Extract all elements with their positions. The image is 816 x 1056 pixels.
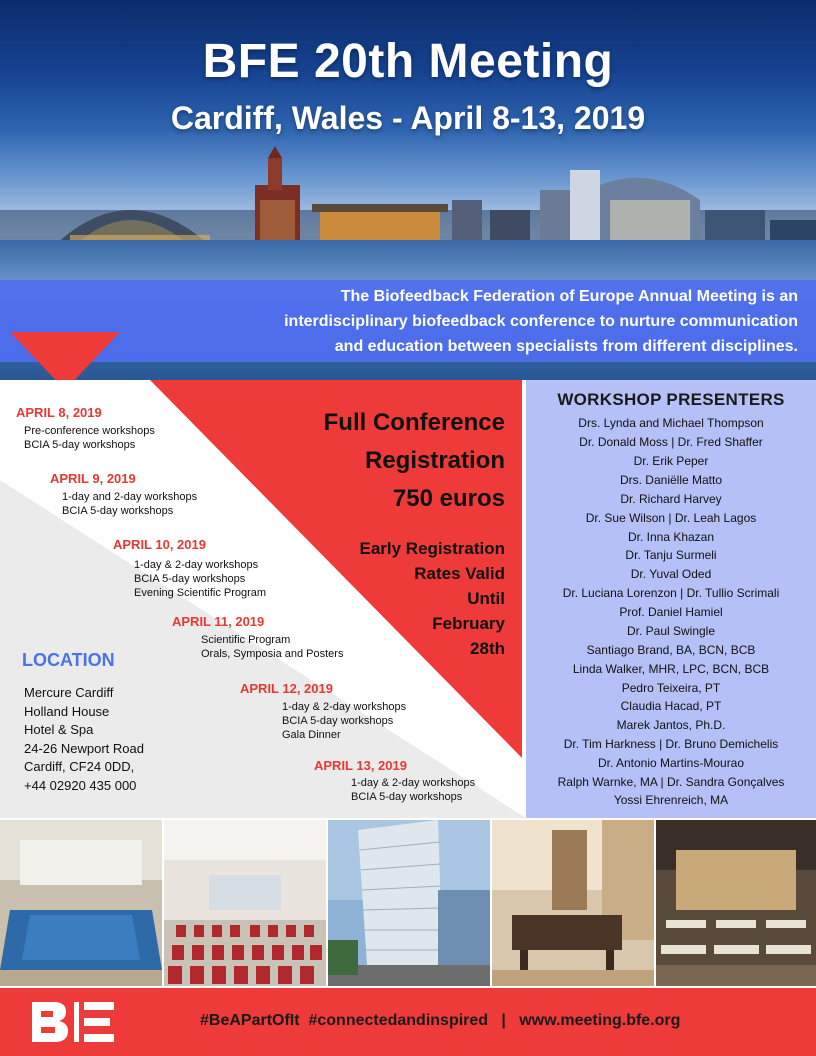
- presenter-name: Santiago Brand, BA, BCN, BCB: [586, 643, 756, 657]
- schedule-item: Scientific Program: [201, 634, 291, 646]
- schedule-item: 1-day & 2-day workshops: [351, 777, 476, 789]
- presenter-name: Drs. Daniëlle Matto: [619, 473, 723, 487]
- presenter-name: Dr. Erik Peper: [633, 454, 709, 468]
- hotel-exterior-photo: [328, 820, 490, 986]
- presenter-name: Ralph Warnke, MA | Dr. Sandra Gonçalves: [557, 775, 785, 789]
- schedule-item: Evening Scientific Program: [134, 587, 267, 599]
- footer-hashtags-link[interactable]: #BeAPartOfIt #connectedandinspired | www.meeting.bfe.org: [200, 1012, 681, 1029]
- schedule-date: APRIL 10, 2019: [113, 537, 206, 552]
- intro-line: and education between specialists from different disciplines.: [334, 338, 798, 355]
- presenter-name: Pedro Teixeira, PT: [621, 681, 721, 695]
- presenter-name: Dr. Antonio Martins-Mourao: [597, 756, 745, 770]
- early-line: Rates Valid: [414, 564, 505, 583]
- schedule-item: Gala Dinner: [282, 729, 341, 741]
- early-line: 28th: [470, 639, 505, 658]
- schedule-item: BCIA 5-day workshops: [24, 439, 136, 451]
- presenter-name: Dr. Donald Moss | Dr. Fred Shaffer: [579, 435, 763, 449]
- presenter-name: Claudia Hacad, PT: [620, 699, 722, 713]
- registration-line: Full Conference: [323, 409, 505, 436]
- registration-heading: [255, 404, 505, 518]
- schedule-item: BCIA 5-day workshops: [62, 505, 174, 517]
- schedule-date: APRIL 12, 2019: [240, 681, 333, 696]
- intro-line: interdisciplinary biofeedback conference to nurture communication: [284, 313, 798, 330]
- intro-text: [198, 284, 798, 359]
- spa-room-photo: [492, 820, 654, 986]
- presenter-name: Dr. Tim Harkness | Dr. Bruno Demichelis: [563, 737, 779, 751]
- schedule-item: BCIA 5-day workshops: [282, 715, 394, 727]
- workshop-presenters-panel: [526, 380, 816, 818]
- schedule-date: APRIL 8, 2019: [16, 405, 102, 420]
- early-line: February: [432, 614, 505, 633]
- presenter-name: Dr. Paul Swingle: [626, 624, 716, 638]
- location-title: LOCATION: [22, 650, 115, 670]
- schedule-item: 1-day & 2-day workshops: [134, 559, 259, 571]
- schedule-date: APRIL 11, 2019: [172, 614, 265, 629]
- presenter-name: Dr. Yuval Oded: [630, 567, 712, 581]
- location-line: 24-26 Newport Road: [24, 741, 144, 756]
- early-line: Early Registration: [359, 539, 505, 558]
- location-line: Holland House: [24, 704, 110, 719]
- presenter-name: Prof. Daniel Hamiel: [619, 605, 723, 619]
- presenter-name: Dr. Luciana Lorenzon | Dr. Tullio Scrimali: [562, 586, 780, 600]
- program-section: [0, 380, 816, 818]
- footer-bar: [0, 988, 816, 1056]
- early-line: Until: [467, 589, 505, 608]
- presenter-name: Dr. Sue Wilson | Dr. Leah Lagos: [585, 511, 757, 525]
- schedule-item: 1-day and 2-day workshops: [62, 491, 198, 503]
- presenter-name: Dr. Inna Khazan: [627, 530, 715, 544]
- presenter-name: Linda Walker, MHR, LPC, BCN, BCB: [572, 662, 770, 676]
- presenter-name: Dr. Richard Harvey: [620, 492, 722, 506]
- pool-photo: [0, 820, 162, 986]
- page-title: BFE 20th Meeting: [202, 35, 614, 88]
- schedule-item: 1-day & 2-day workshops: [282, 701, 407, 713]
- intro-line: The Biofeedback Federation of Europe Annual Meeting is an: [340, 288, 798, 305]
- location-line: Cardiff, CF24 0DD,: [24, 759, 135, 774]
- early-registration-note: [300, 536, 505, 661]
- schedule-item: Pre-conference workshops: [24, 425, 155, 437]
- schedule-date: APRIL 9, 2019: [50, 471, 136, 486]
- hero-banner: [0, 0, 816, 380]
- red-pointer-triangle: [10, 332, 120, 380]
- location-line: Hotel & Spa: [24, 722, 94, 737]
- venue-photo-strip: [0, 820, 816, 986]
- schedule-item: BCIA 5-day workshops: [351, 791, 463, 803]
- presenter-name: Marek Jantos, Ph.D.: [616, 718, 726, 732]
- schedule-item: BCIA 5-day workshops: [134, 573, 246, 585]
- registration-price: 750 euros: [392, 485, 505, 512]
- location-line: Mercure Cardiff: [24, 685, 114, 700]
- page-subtitle: Cardiff, Wales - April 8-13, 2019: [170, 100, 646, 136]
- presenter-name: Drs. Lynda and Michael Thompson: [578, 416, 764, 430]
- presenter-name: Yossi Ehrenreich, MA: [613, 793, 729, 807]
- conference-room-photo: [164, 820, 326, 986]
- restaurant-photo: [656, 820, 816, 986]
- registration-line: Registration: [364, 447, 505, 474]
- presenters-title: WORKSHOP PRESENTERS: [557, 390, 785, 409]
- location-line: +44 02920 435 000: [24, 778, 137, 793]
- schedule-item: Orals, Symposia and Posters: [201, 648, 344, 660]
- presenter-name: Dr. Tanju Surmeli: [625, 548, 717, 562]
- schedule-date: APRIL 13, 2019: [314, 758, 407, 773]
